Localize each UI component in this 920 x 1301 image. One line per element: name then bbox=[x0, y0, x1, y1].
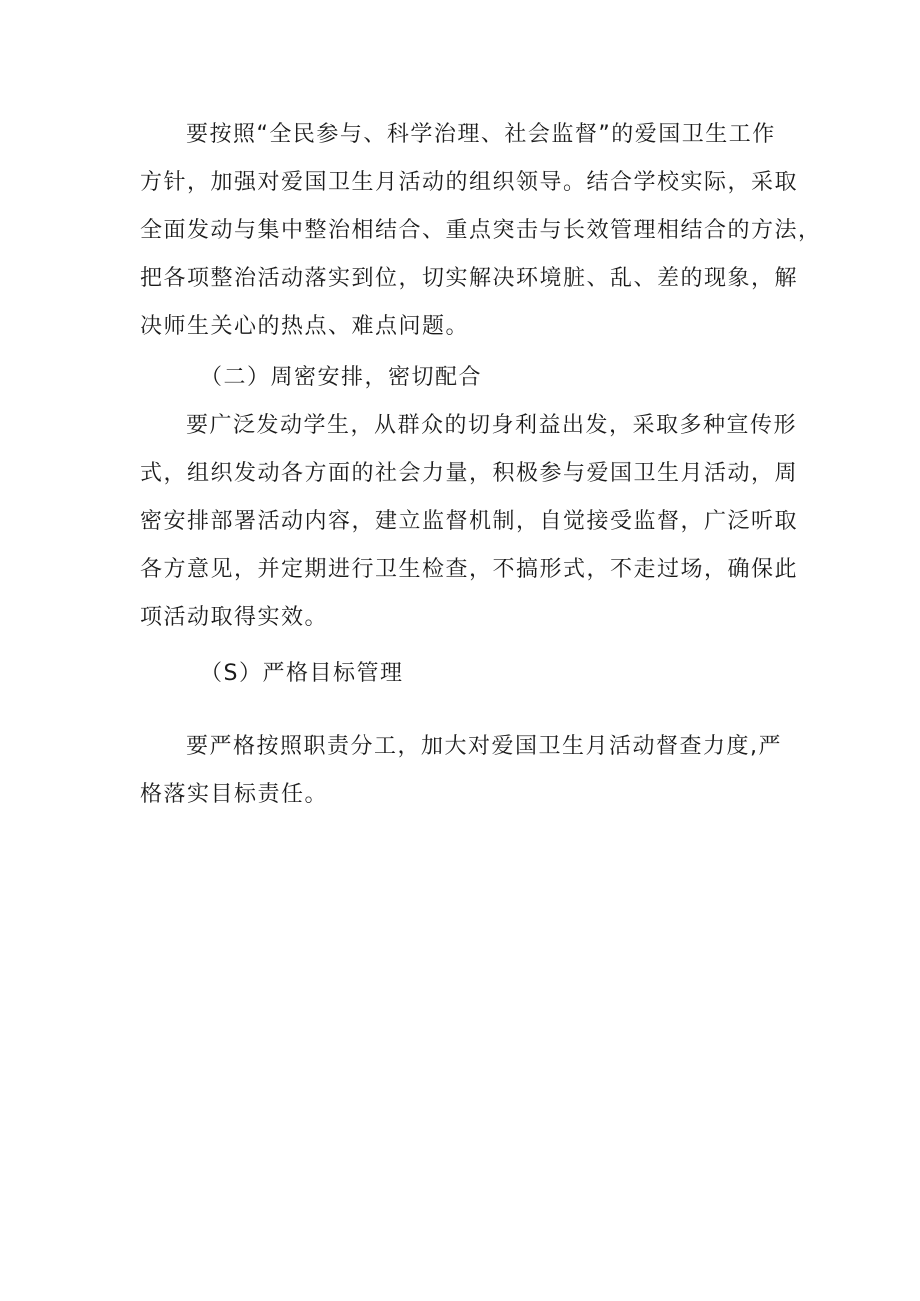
text-line: 各方意见，并定期进行卫生检查，不搞形式，不走过场，确保此 bbox=[140, 557, 799, 582]
section-heading-2: （二）周密安排，密切配合 bbox=[200, 365, 483, 390]
text-line: 决师生关心的热点、难点问题。 bbox=[140, 314, 470, 339]
text-line: 项活动取得实效。 bbox=[140, 605, 329, 630]
paragraph-target-management bbox=[140, 723, 800, 819]
text-line: 密安排部署活动内容，建立监督机制，自觉接受监督，广泛听取 bbox=[140, 509, 799, 534]
text-line: 全面发动与集中整治相结合、重点突击与长效管理相结合的方法， bbox=[140, 218, 822, 243]
text-line: 式，组织发动各方面的社会力量，积极参与爱国卫生月活动，周 bbox=[140, 461, 799, 486]
text-line: 把各项整治活动落实到位，切实解决环境脏、乱、差的现象，解 bbox=[140, 266, 799, 291]
paragraph-guideline bbox=[140, 111, 822, 351]
text-line: 要按照“全民参与、科学治理、社会监督”的爱国卫生工作 bbox=[186, 122, 776, 147]
text-line: 要严格按照职责分工，加大对爱国卫生月活动督查力度,严 bbox=[186, 734, 782, 759]
section-heading-3: （S）严格目标管理 bbox=[200, 661, 404, 686]
text-line: 方针，加强对爱国卫生月活动的组织领导。结合学校实际，采取 bbox=[140, 170, 799, 195]
paragraph-arrangement bbox=[140, 402, 800, 642]
text-line: 格落实目标责任。 bbox=[140, 782, 329, 807]
text-line: 要广泛发动学生，从群众的切身利益出发，采取多种宣传形 bbox=[186, 413, 798, 438]
